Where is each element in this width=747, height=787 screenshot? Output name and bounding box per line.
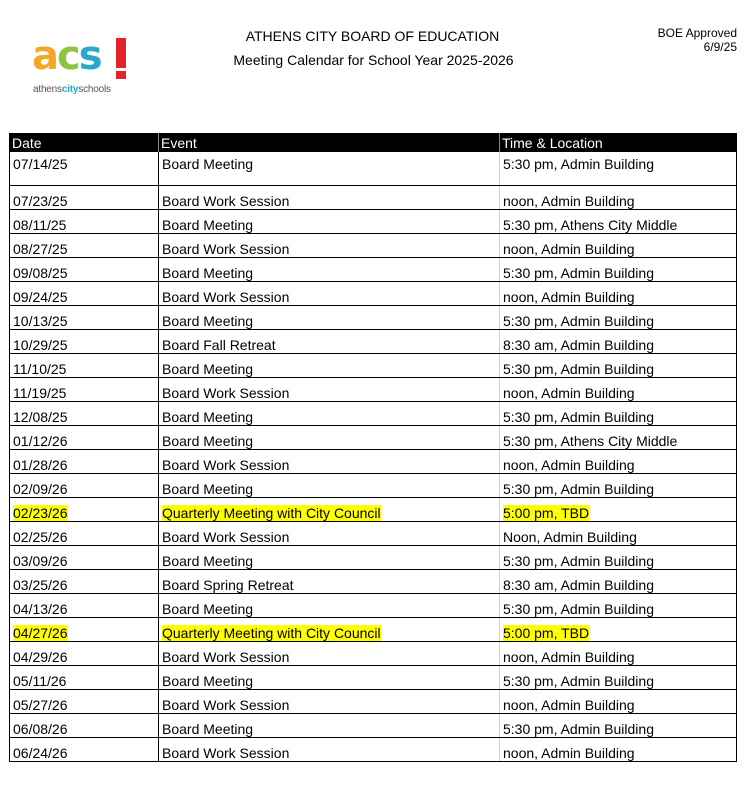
cell-date-text: 02/25/26 — [13, 529, 68, 545]
cell-date-text: 07/14/25 — [13, 156, 68, 172]
cell-time-location — [500, 546, 737, 570]
cell-date-text: 01/12/26 — [13, 433, 68, 449]
cell-time-location-text: noon, Admin Building — [503, 697, 635, 713]
cell-date — [10, 594, 159, 618]
cell-date — [10, 186, 159, 210]
table-row — [10, 738, 737, 762]
cell-event — [159, 546, 500, 570]
cell-date — [10, 152, 159, 186]
cell-date-text: 06/08/26 — [13, 721, 68, 737]
cell-time-location-text: 5:30 pm, Admin Building — [503, 409, 654, 425]
cell-time-location-text: 5:00 pm, TBD — [503, 505, 590, 521]
cell-date-text: 06/24/26 — [13, 745, 68, 761]
cell-date — [10, 378, 159, 402]
cell-time-location-text: 5:30 pm, Admin Building — [503, 601, 654, 617]
cell-time-location-text: 5:30 pm, Admin Building — [503, 156, 654, 172]
table-row — [10, 258, 737, 282]
cell-date — [10, 354, 159, 378]
cell-event-text: Board Meeting — [162, 673, 254, 689]
cell-event — [159, 210, 500, 234]
cell-event-text: Board Meeting — [162, 553, 254, 569]
cell-event — [159, 402, 500, 426]
cell-event-text: Board Meeting — [162, 361, 254, 377]
cell-date — [10, 450, 159, 474]
cell-time-location-text: 5:30 pm, Admin Building — [503, 721, 654, 737]
cell-date-text: 03/25/26 — [13, 577, 68, 593]
cell-time-location — [500, 714, 737, 738]
cell-time-location-text: noon, Admin Building — [503, 241, 635, 257]
cell-time-location-text: 8:30 am, Admin Building — [503, 337, 654, 353]
cell-time-location-text: 5:30 pm, Admin Building — [503, 481, 654, 497]
cell-date — [10, 402, 159, 426]
cell-date-text: 09/24/25 — [13, 289, 68, 305]
cell-event — [159, 522, 500, 546]
column-header-time-location: Time & Location — [500, 133, 737, 152]
cell-event-text: Board Meeting — [162, 433, 254, 449]
meeting-calendar-table — [9, 133, 737, 762]
cell-time-location — [500, 258, 737, 282]
cell-date-text: 08/11/25 — [13, 217, 67, 233]
cell-date-text: 12/08/25 — [13, 409, 68, 425]
cell-event-text: Board Fall Retreat — [162, 337, 276, 353]
table-row — [10, 330, 737, 354]
cell-date-text: 02/23/26 — [13, 505, 68, 521]
cell-time-location — [500, 570, 737, 594]
cell-time-location-text: 5:30 pm, Admin Building — [503, 265, 654, 281]
cell-time-location-text: 5:00 pm, TBD — [503, 625, 590, 641]
table-row — [10, 522, 737, 546]
cell-date — [10, 474, 159, 498]
cell-event-text: Board Work Session — [162, 241, 290, 257]
cell-time-location-text: 5:30 pm, Admin Building — [503, 673, 654, 689]
cell-time-location-text: 5:30 pm, Athens City Middle — [503, 217, 678, 233]
cell-time-location — [500, 522, 737, 546]
cell-date-text: 09/08/25 — [13, 265, 68, 281]
cell-date-text: 10/29/25 — [13, 337, 68, 353]
cell-event-text: Board Work Session — [162, 193, 290, 209]
table-row — [10, 354, 737, 378]
approval-label: BOE Approved — [657, 26, 737, 40]
table-row — [10, 570, 737, 594]
cell-event-text: Board Meeting — [162, 601, 254, 617]
table-row — [10, 186, 737, 210]
cell-event — [159, 354, 500, 378]
cell-event — [159, 738, 500, 762]
cell-event-text: Board Meeting — [162, 265, 254, 281]
cell-time-location — [500, 152, 737, 186]
table-body — [10, 152, 737, 762]
cell-date — [10, 282, 159, 306]
cell-time-location-text: noon, Admin Building — [503, 457, 635, 473]
cell-time-location — [500, 642, 737, 666]
cell-date-text: 10/13/25 — [13, 313, 68, 329]
cell-time-location-text: noon, Admin Building — [503, 289, 635, 305]
logo-subtitle: athenscityschools — [33, 84, 111, 95]
document-subtitle: Meeting Calendar for School Year 2025-2026 — [233, 52, 514, 68]
cell-event-text: Quarterly Meeting with City Council — [162, 505, 381, 521]
cell-date-text: 04/29/26 — [13, 649, 68, 665]
cell-time-location — [500, 354, 737, 378]
cell-time-location — [500, 306, 737, 330]
table-row — [10, 210, 737, 234]
cell-date-text: 04/27/26 — [13, 625, 68, 641]
cell-date-text: 05/11/26 — [13, 673, 67, 689]
table-row — [10, 426, 737, 450]
cell-date — [10, 546, 159, 570]
cell-time-location-text: noon, Admin Building — [503, 649, 635, 665]
cell-event-text: Board Meeting — [162, 217, 254, 233]
cell-event — [159, 474, 500, 498]
cell-time-location — [500, 666, 737, 690]
logo-exclamation-dot — [116, 71, 126, 79]
cell-date-text: 11/10/25 — [13, 361, 67, 377]
cell-date — [10, 306, 159, 330]
cell-date-text: 01/28/26 — [13, 457, 68, 473]
table-row — [10, 666, 737, 690]
table-row — [10, 642, 737, 666]
table-row — [10, 378, 737, 402]
cell-event-text: Board Meeting — [162, 313, 254, 329]
cell-time-location — [500, 738, 737, 762]
cell-date-text: 07/23/25 — [13, 193, 68, 209]
cell-date-text: 05/27/26 — [13, 697, 68, 713]
cell-event — [159, 306, 500, 330]
cell-time-location-text: 5:30 pm, Admin Building — [503, 361, 654, 377]
cell-date — [10, 330, 159, 354]
cell-time-location — [500, 594, 737, 618]
cell-event — [159, 258, 500, 282]
cell-event-text: Board Work Session — [162, 529, 290, 545]
table-row — [10, 402, 737, 426]
cell-date — [10, 690, 159, 714]
cell-event — [159, 186, 500, 210]
cell-time-location-text: noon, Admin Building — [503, 385, 635, 401]
cell-time-location — [500, 330, 737, 354]
cell-event-text: Board Work Session — [162, 649, 290, 665]
document-title: ATHENS CITY BOARD OF EDUCATION — [245, 28, 500, 44]
cell-date — [10, 570, 159, 594]
cell-event-text: Board Work Session — [162, 289, 290, 305]
cell-event — [159, 450, 500, 474]
cell-date-text: 08/27/25 — [13, 241, 68, 257]
cell-event-text: Board Meeting — [162, 721, 254, 737]
cell-event — [159, 642, 500, 666]
cell-event — [159, 570, 500, 594]
cell-time-location — [500, 618, 737, 642]
cell-event-text: Board Spring Retreat — [162, 577, 294, 593]
cell-event — [159, 714, 500, 738]
table-row — [10, 714, 737, 738]
cell-time-location — [500, 282, 737, 306]
cell-date — [10, 234, 159, 258]
cell-event — [159, 282, 500, 306]
cell-event — [159, 690, 500, 714]
table-row — [10, 618, 737, 642]
cell-date — [10, 498, 159, 522]
table-row — [10, 594, 737, 618]
cell-time-location — [500, 690, 737, 714]
cell-event-text: Board Work Session — [162, 457, 290, 473]
column-header-event: Event — [159, 133, 500, 152]
cell-event-text: Quarterly Meeting with City Council — [162, 625, 381, 641]
cell-date-text: 02/09/26 — [13, 481, 68, 497]
cell-date — [10, 258, 159, 282]
logo-wordmark: acs — [32, 33, 101, 79]
cell-time-location — [500, 450, 737, 474]
cell-event — [159, 378, 500, 402]
cell-date — [10, 426, 159, 450]
cell-date — [10, 666, 159, 690]
cell-event-text: Board Work Session — [162, 697, 290, 713]
cell-time-location — [500, 474, 737, 498]
approval-note — [658, 26, 737, 54]
cell-event — [159, 618, 500, 642]
cell-time-location — [500, 210, 737, 234]
cell-time-location — [500, 234, 737, 258]
cell-event-text: Board Meeting — [162, 409, 254, 425]
table-row — [10, 450, 737, 474]
cell-event — [159, 330, 500, 354]
table-row — [10, 474, 737, 498]
cell-event — [159, 234, 500, 258]
cell-time-location-text: Noon, Admin Building — [503, 529, 637, 545]
cell-date — [10, 642, 159, 666]
cell-event-text: Board Work Session — [162, 745, 290, 761]
cell-time-location-text: 8:30 am, Admin Building — [503, 577, 654, 593]
cell-date-text: 11/19/25 — [13, 385, 67, 401]
cell-event — [159, 498, 500, 522]
cell-date — [10, 210, 159, 234]
table-header-row — [10, 133, 737, 152]
cell-time-location-text: noon, Admin Building — [503, 745, 635, 761]
cell-event-text: Board Meeting — [162, 156, 254, 172]
cell-time-location-text: 5:30 pm, Athens City Middle — [503, 433, 678, 449]
cell-date-text: 03/09/26 — [13, 553, 68, 569]
cell-event-text: Board Meeting — [162, 481, 254, 497]
table-row — [10, 498, 737, 522]
cell-time-location-text: 5:30 pm, Admin Building — [503, 553, 654, 569]
table-row — [10, 234, 737, 258]
table-row — [10, 306, 737, 330]
table-row — [10, 152, 737, 186]
cell-event — [159, 594, 500, 618]
table-row — [10, 546, 737, 570]
table-row — [10, 690, 737, 714]
cell-date — [10, 618, 159, 642]
cell-event — [159, 666, 500, 690]
cell-time-location-text: 5:30 pm, Admin Building — [503, 313, 654, 329]
cell-event — [159, 152, 500, 186]
cell-time-location — [500, 186, 737, 210]
cell-time-location — [500, 378, 737, 402]
cell-time-location — [500, 426, 737, 450]
cell-date — [10, 714, 159, 738]
cell-date — [10, 522, 159, 546]
cell-time-location-text: noon, Admin Building — [503, 193, 635, 209]
cell-time-location — [500, 402, 737, 426]
cell-time-location — [500, 498, 737, 522]
cell-date — [10, 738, 159, 762]
cell-event — [159, 426, 500, 450]
column-header-date: Date — [10, 133, 159, 152]
table-row — [10, 282, 737, 306]
cell-date-text: 04/13/26 — [13, 601, 68, 617]
approval-date: 6/9/25 — [703, 40, 737, 54]
cell-event-text: Board Work Session — [162, 385, 290, 401]
